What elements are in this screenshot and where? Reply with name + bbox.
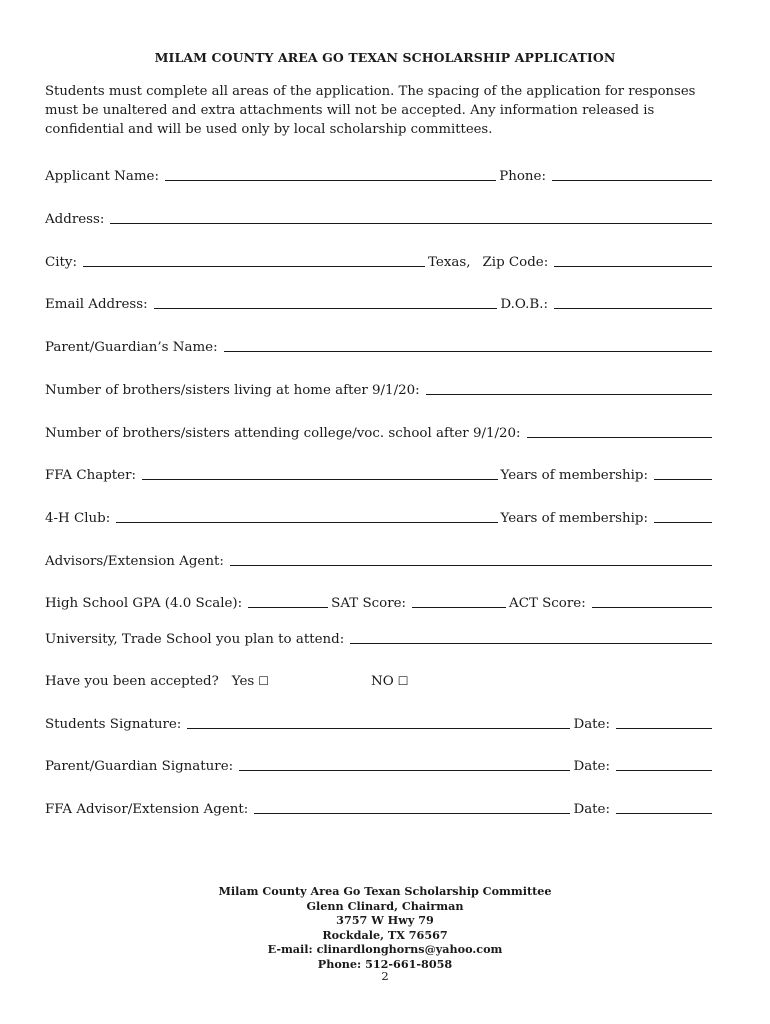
siblings-home-line[interactable]: [426, 393, 712, 395]
advisor-signature-line[interactable]: [254, 812, 570, 814]
parent-date-label: Date:: [573, 759, 610, 774]
parent-signature-label: Parent/Guardian Signature:: [45, 759, 234, 774]
accepted-label: Have you been accepted?: [45, 674, 219, 689]
4h-club-label: 4-H Club:: [45, 511, 111, 526]
parent-signature-line[interactable]: [239, 769, 570, 771]
act-line[interactable]: [592, 606, 712, 608]
student-signature-label: Students Signature:: [45, 717, 182, 732]
siblings-college-line[interactable]: [527, 436, 712, 438]
siblings-college-row: [45, 420, 715, 442]
applicant-name-label: Applicant Name:: [45, 169, 159, 184]
texas-label: Texas,: [428, 255, 471, 270]
phone-label: Phone:: [499, 169, 546, 184]
email-row: [45, 291, 715, 313]
address-line[interactable]: [110, 222, 712, 224]
chairman-name: Glenn Clinard, Chairman: [306, 898, 464, 913]
advisor-date-label: Date:: [573, 802, 610, 817]
4h-years-line[interactable]: [654, 521, 712, 523]
address-label: Address:: [45, 212, 105, 227]
ffa-chapter-label: FFA Chapter:: [45, 468, 136, 483]
page-title: MILAM COUNTY AREA GO TEXAN SCHOLARSHIP APPLICATION: [154, 50, 616, 65]
contact-email[interactable]: E-mail: clinardlonghorns@yahoo.com: [267, 942, 503, 956]
city-line[interactable]: [83, 265, 425, 267]
yes-checkbox[interactable]: ☐: [258, 674, 270, 688]
street-address: 3757 W Hwy 79: [336, 913, 434, 927]
dob-line[interactable]: [554, 307, 712, 309]
applicant-row: [45, 163, 715, 185]
gpa-line[interactable]: [248, 606, 328, 608]
student-date-line[interactable]: [616, 727, 712, 729]
city-state-zip: Rockdale, TX 76567: [322, 927, 448, 942]
zip-line[interactable]: [554, 265, 712, 267]
siblings-home-row: [45, 377, 715, 399]
parent-name-label: Parent/Guardian’s Name:: [45, 340, 218, 355]
university-row: [45, 626, 715, 648]
sat-line[interactable]: [412, 606, 506, 608]
applicant-name-line[interactable]: [165, 179, 496, 181]
yes-label: Yes: [231, 674, 255, 689]
committee-name: Milam County Area Go Texan Scholarship Committee: [218, 884, 552, 898]
university-line[interactable]: [350, 642, 712, 644]
ffa-years-label: Years of membership:: [500, 468, 648, 483]
advisors-row: [45, 548, 715, 570]
siblings-home-label: Number of brothers/sisters living at home after 9/1/20:: [45, 383, 420, 398]
zip-label: Zip Code:: [482, 255, 549, 270]
gpa-label: High School GPA (4.0 Scale):: [45, 596, 243, 611]
parent-signature-row: [45, 753, 715, 775]
4h-club-line[interactable]: [116, 521, 497, 523]
student-date-label: Date:: [573, 717, 610, 732]
parent-name-line[interactable]: [224, 350, 712, 352]
ffa-years-line[interactable]: [654, 478, 712, 480]
advisor-signature-row: [45, 796, 715, 818]
address-row: [45, 206, 715, 228]
no-checkbox[interactable]: ☐: [397, 674, 409, 688]
email-label: Email Address:: [45, 297, 148, 312]
advisor-signature-label: FFA Advisor/Extension Agent:: [45, 802, 249, 817]
student-signature-line[interactable]: [187, 727, 570, 729]
scores-row: [45, 590, 715, 612]
city-row: [45, 249, 715, 271]
4h-row: [45, 505, 715, 527]
page-number: 2: [381, 969, 389, 983]
advisors-line[interactable]: [230, 564, 712, 566]
committee-contact-block: [0, 884, 770, 971]
phone-line[interactable]: [552, 179, 712, 181]
sat-label: SAT Score:: [331, 596, 407, 611]
city-label: City:: [45, 255, 77, 270]
advisors-label: Advisors/Extension Agent:: [45, 554, 224, 569]
dob-label: D.O.B.:: [500, 297, 548, 312]
parent-date-line[interactable]: [616, 769, 712, 771]
siblings-college-label: Number of brothers/sisters attending college/voc. school after 9/1/20:: [45, 426, 521, 441]
student-signature-row: [45, 711, 715, 733]
advisor-date-line[interactable]: [616, 812, 712, 814]
act-label: ACT Score:: [509, 596, 586, 611]
no-label: NO: [371, 674, 394, 689]
accepted-row: [45, 668, 715, 690]
ffa-row: [45, 462, 715, 484]
university-label: University, Trade School you plan to attend:: [45, 632, 345, 647]
email-line[interactable]: [154, 307, 498, 309]
instructions-paragraph: Students must complete all areas of the application. The spacing of the application for responses must be unaltered and extra attachments will not be accepted. Any information released is confidential and will be used only by local scholarship committees.: [45, 84, 696, 137]
parent-name-row: [45, 334, 715, 356]
ffa-chapter-line[interactable]: [142, 478, 498, 480]
contact-phone: Phone: 512-661-8058: [317, 956, 453, 971]
4h-years-label: Years of membership:: [500, 511, 648, 526]
